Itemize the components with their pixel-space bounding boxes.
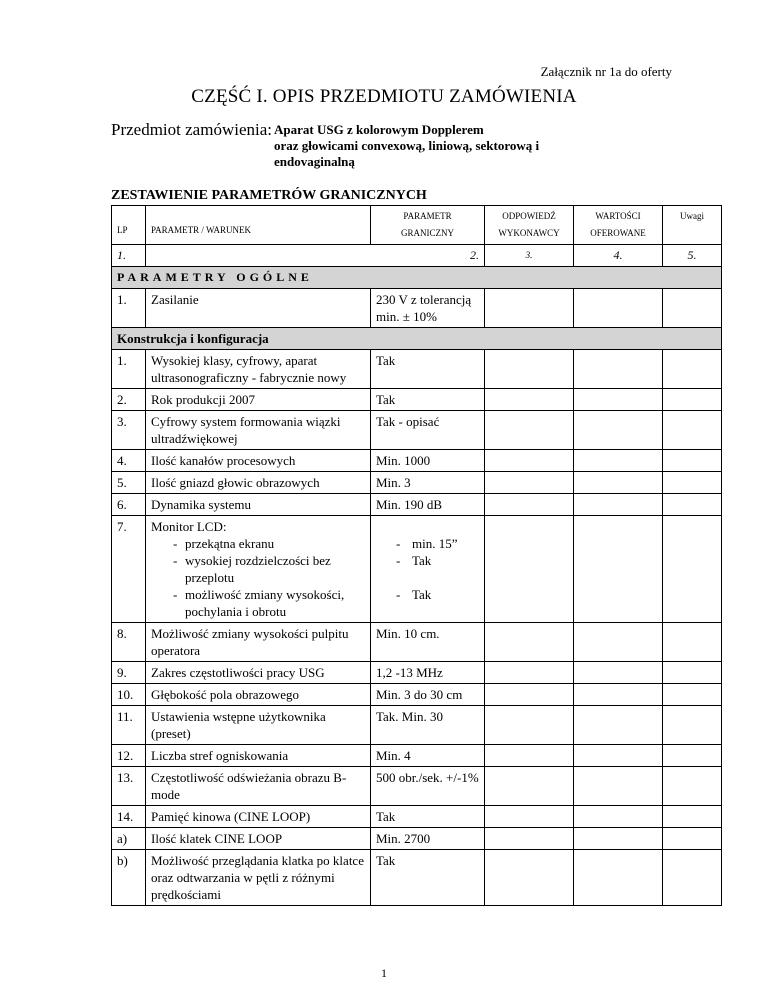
answer-cell[interactable] bbox=[485, 450, 574, 472]
monitor-sub-1: - przekątna ekranu bbox=[173, 535, 365, 552]
row-param: Zakres częstotliwości pracy USG bbox=[146, 662, 371, 684]
row-value: Min. 10 cm. bbox=[371, 623, 485, 662]
col-limit: PARAMETR GRANICZNY bbox=[371, 206, 485, 245]
notes-cell[interactable] bbox=[663, 289, 722, 328]
table-header bbox=[112, 206, 722, 245]
offered-cell[interactable] bbox=[574, 350, 663, 389]
col-answer: ODPOWIEDŹ WYKONAWCY bbox=[485, 206, 574, 245]
row-lp: 3. bbox=[112, 411, 146, 450]
row-param: Możliwość przeglądania klatka po klatce oraz odtwarzania w pętli z różnymi prędkościami bbox=[146, 850, 371, 906]
notes-cell[interactable] bbox=[663, 472, 722, 494]
offered-cell[interactable] bbox=[574, 623, 663, 662]
row-param: Cyfrowy system formowania wiązki ultradźwiękowej bbox=[146, 411, 371, 450]
notes-cell[interactable] bbox=[663, 516, 722, 623]
table-row bbox=[112, 350, 722, 389]
row-lp: 5. bbox=[112, 472, 146, 494]
section-heading: ZESTAWIENIE PARAMETRÓW GRANICZNYCH bbox=[111, 188, 427, 203]
answer-cell[interactable] bbox=[485, 623, 574, 662]
monitor-sub-2: - wysokiej rozdzielczości bez przeplotu bbox=[173, 552, 365, 586]
row-value: Tak bbox=[371, 389, 485, 411]
row-param: Pamięć kinowa (CINE LOOP) bbox=[146, 806, 371, 828]
table-row bbox=[112, 289, 722, 328]
answer-cell[interactable] bbox=[485, 472, 574, 494]
offered-cell[interactable] bbox=[574, 516, 663, 623]
table-row bbox=[112, 850, 722, 906]
row-lp: 7. bbox=[112, 516, 146, 623]
row-param: Rok produkcji 2007 bbox=[146, 389, 371, 411]
row-param: Zasilanie bbox=[146, 289, 371, 328]
col-lp: LP bbox=[112, 206, 146, 245]
answer-cell[interactable] bbox=[485, 662, 574, 684]
table-row bbox=[112, 684, 722, 706]
monitor-val-1: - min. 15” bbox=[396, 535, 479, 552]
notes-cell[interactable] bbox=[663, 411, 722, 450]
answer-cell[interactable] bbox=[485, 828, 574, 850]
table-row bbox=[112, 828, 722, 850]
answer-cell[interactable] bbox=[485, 411, 574, 450]
table-row bbox=[112, 623, 722, 662]
notes-cell[interactable] bbox=[663, 828, 722, 850]
notes-cell[interactable] bbox=[663, 745, 722, 767]
row-value: Min. 190 dB bbox=[371, 494, 485, 516]
col-num-4: 4. bbox=[574, 245, 663, 267]
col-param: PARAMETR / WARUNEK bbox=[146, 206, 371, 245]
row-param: Wysokiej klasy, cyfrowy, aparat ultrasonograficzny - fabrycznie nowy bbox=[146, 350, 371, 389]
offered-cell[interactable] bbox=[574, 828, 663, 850]
annex-label: Załącznik nr 1a do oferty bbox=[540, 64, 672, 79]
offered-cell[interactable] bbox=[574, 494, 663, 516]
row-param: Możliwość zmiany wysokości pulpitu operatora bbox=[146, 623, 371, 662]
parameters-table bbox=[111, 205, 722, 906]
row-value: 230 V z tolerancją min. ± 10% bbox=[371, 289, 485, 328]
row-lp: b) bbox=[112, 850, 146, 906]
row-lp: 10. bbox=[112, 684, 146, 706]
offered-cell[interactable] bbox=[574, 662, 663, 684]
table-row bbox=[112, 472, 722, 494]
row-lp: 9. bbox=[112, 662, 146, 684]
row-lp: 4. bbox=[112, 450, 146, 472]
offered-cell[interactable] bbox=[574, 706, 663, 745]
row-param: Ustawienia wstępne użytkownika (preset) bbox=[146, 706, 371, 745]
notes-cell[interactable] bbox=[663, 494, 722, 516]
table-row bbox=[112, 450, 722, 472]
notes-cell[interactable] bbox=[663, 623, 722, 662]
row-lp: 11. bbox=[112, 706, 146, 745]
table-row-monitor bbox=[112, 516, 722, 623]
offered-cell[interactable] bbox=[574, 806, 663, 828]
row-param: Ilość gniazd głowic obrazowych bbox=[146, 472, 371, 494]
row-value: Min. 4 bbox=[371, 745, 485, 767]
table-row bbox=[112, 494, 722, 516]
answer-cell[interactable] bbox=[485, 767, 574, 806]
answer-cell[interactable] bbox=[485, 684, 574, 706]
row-lp: 13. bbox=[112, 767, 146, 806]
group-header bbox=[112, 267, 722, 289]
notes-cell[interactable] bbox=[663, 450, 722, 472]
notes-cell[interactable] bbox=[663, 350, 722, 389]
subject-line-2: oraz głowicami convexową, liniową, sektorową i bbox=[274, 138, 540, 153]
notes-cell[interactable] bbox=[663, 806, 722, 828]
notes-cell[interactable] bbox=[663, 850, 722, 906]
row-param: Głębokość pola obrazowego bbox=[146, 684, 371, 706]
page-number: 1 bbox=[381, 966, 387, 980]
row-lp: 1. bbox=[112, 289, 146, 328]
notes-cell[interactable] bbox=[663, 767, 722, 806]
row-value: Tak. Min. 30 bbox=[371, 706, 485, 745]
answer-cell[interactable] bbox=[485, 350, 574, 389]
offered-cell[interactable] bbox=[574, 389, 663, 411]
answer-cell[interactable] bbox=[485, 706, 574, 745]
answer-cell[interactable] bbox=[485, 850, 574, 906]
monitor-title: Monitor LCD: bbox=[151, 519, 227, 534]
subject-label: Przedmiot zamówienia: bbox=[111, 120, 272, 139]
row-param bbox=[146, 516, 371, 623]
row-param: Ilość klatek CINE LOOP bbox=[146, 828, 371, 850]
group-header bbox=[112, 328, 722, 350]
col-num-2: 2. bbox=[146, 245, 485, 267]
monitor-val-2: - Tak bbox=[396, 552, 479, 569]
page-title: CZĘŚĆ I. OPIS PRZEDMIOTU ZAMÓWIENIA bbox=[191, 86, 577, 107]
offered-cell[interactable] bbox=[574, 745, 663, 767]
col-num-5: 5. bbox=[663, 245, 722, 267]
row-value: 1,2 -13 MHz bbox=[371, 662, 485, 684]
row-value: Tak bbox=[371, 806, 485, 828]
table-row bbox=[112, 806, 722, 828]
row-value: Min. 1000 bbox=[371, 450, 485, 472]
col-num-3: 3. bbox=[485, 245, 574, 267]
row-value: Min. 2700 bbox=[371, 828, 485, 850]
row-lp: 14. bbox=[112, 806, 146, 828]
col-notes: Uwagi bbox=[663, 206, 722, 245]
row-value: Min. 3 do 30 cm bbox=[371, 684, 485, 706]
column-numbers bbox=[112, 245, 722, 267]
row-param: Częstotliwość odświeżania obrazu B-mode bbox=[146, 767, 371, 806]
answer-cell[interactable] bbox=[485, 745, 574, 767]
table-row bbox=[112, 411, 722, 450]
row-param: Ilość kanałów procesowych bbox=[146, 450, 371, 472]
row-value: Tak bbox=[371, 850, 485, 906]
notes-cell[interactable] bbox=[663, 389, 722, 411]
answer-cell[interactable] bbox=[485, 494, 574, 516]
row-value: Tak - opisać bbox=[371, 411, 485, 450]
row-param: Liczba stref ogniskowania bbox=[146, 745, 371, 767]
answer-cell[interactable] bbox=[485, 389, 574, 411]
row-value bbox=[371, 516, 485, 623]
table-row bbox=[112, 745, 722, 767]
offered-cell[interactable] bbox=[574, 850, 663, 906]
answer-cell[interactable] bbox=[485, 516, 574, 623]
row-value: Tak bbox=[371, 350, 485, 389]
table-row bbox=[112, 706, 722, 745]
offered-cell[interactable] bbox=[574, 450, 663, 472]
offered-cell[interactable] bbox=[574, 289, 663, 328]
monitor-sub-3: - możliwość zmiany wysokości, pochylania i obrotu bbox=[173, 586, 365, 620]
table-row bbox=[112, 767, 722, 806]
answer-cell[interactable] bbox=[485, 806, 574, 828]
offered-cell[interactable] bbox=[574, 411, 663, 450]
col-offered: WARTOŚCI OFEROWANE bbox=[574, 206, 663, 245]
subject-line-3: endovaginalną bbox=[274, 154, 355, 169]
row-value: 500 obr./sek. +/-1% bbox=[371, 767, 485, 806]
table-row bbox=[112, 662, 722, 684]
notes-cell[interactable] bbox=[663, 684, 722, 706]
subject-line-1: Aparat USG z kolorowym Dopplerem bbox=[274, 122, 484, 137]
subject-text bbox=[274, 122, 634, 170]
row-lp: 6. bbox=[112, 494, 146, 516]
group-general: PARAMETRY OGÓLNE bbox=[112, 267, 722, 289]
row-lp: 12. bbox=[112, 745, 146, 767]
row-lp: a) bbox=[112, 828, 146, 850]
table-row bbox=[112, 389, 722, 411]
offered-cell[interactable] bbox=[574, 684, 663, 706]
notes-cell[interactable] bbox=[663, 662, 722, 684]
offered-cell[interactable] bbox=[574, 472, 663, 494]
notes-cell[interactable] bbox=[663, 706, 722, 745]
row-lp: 2. bbox=[112, 389, 146, 411]
row-param: Dynamika systemu bbox=[146, 494, 371, 516]
group-construction: Konstrukcja i konfiguracja bbox=[112, 328, 722, 350]
row-lp: 8. bbox=[112, 623, 146, 662]
row-value: Min. 3 bbox=[371, 472, 485, 494]
monitor-val-3: - Tak bbox=[396, 586, 479, 603]
answer-cell[interactable] bbox=[485, 289, 574, 328]
row-lp: 1. bbox=[112, 350, 146, 389]
col-num-1: 1. bbox=[112, 245, 146, 267]
offered-cell[interactable] bbox=[574, 767, 663, 806]
monitor-sublist bbox=[151, 535, 365, 620]
